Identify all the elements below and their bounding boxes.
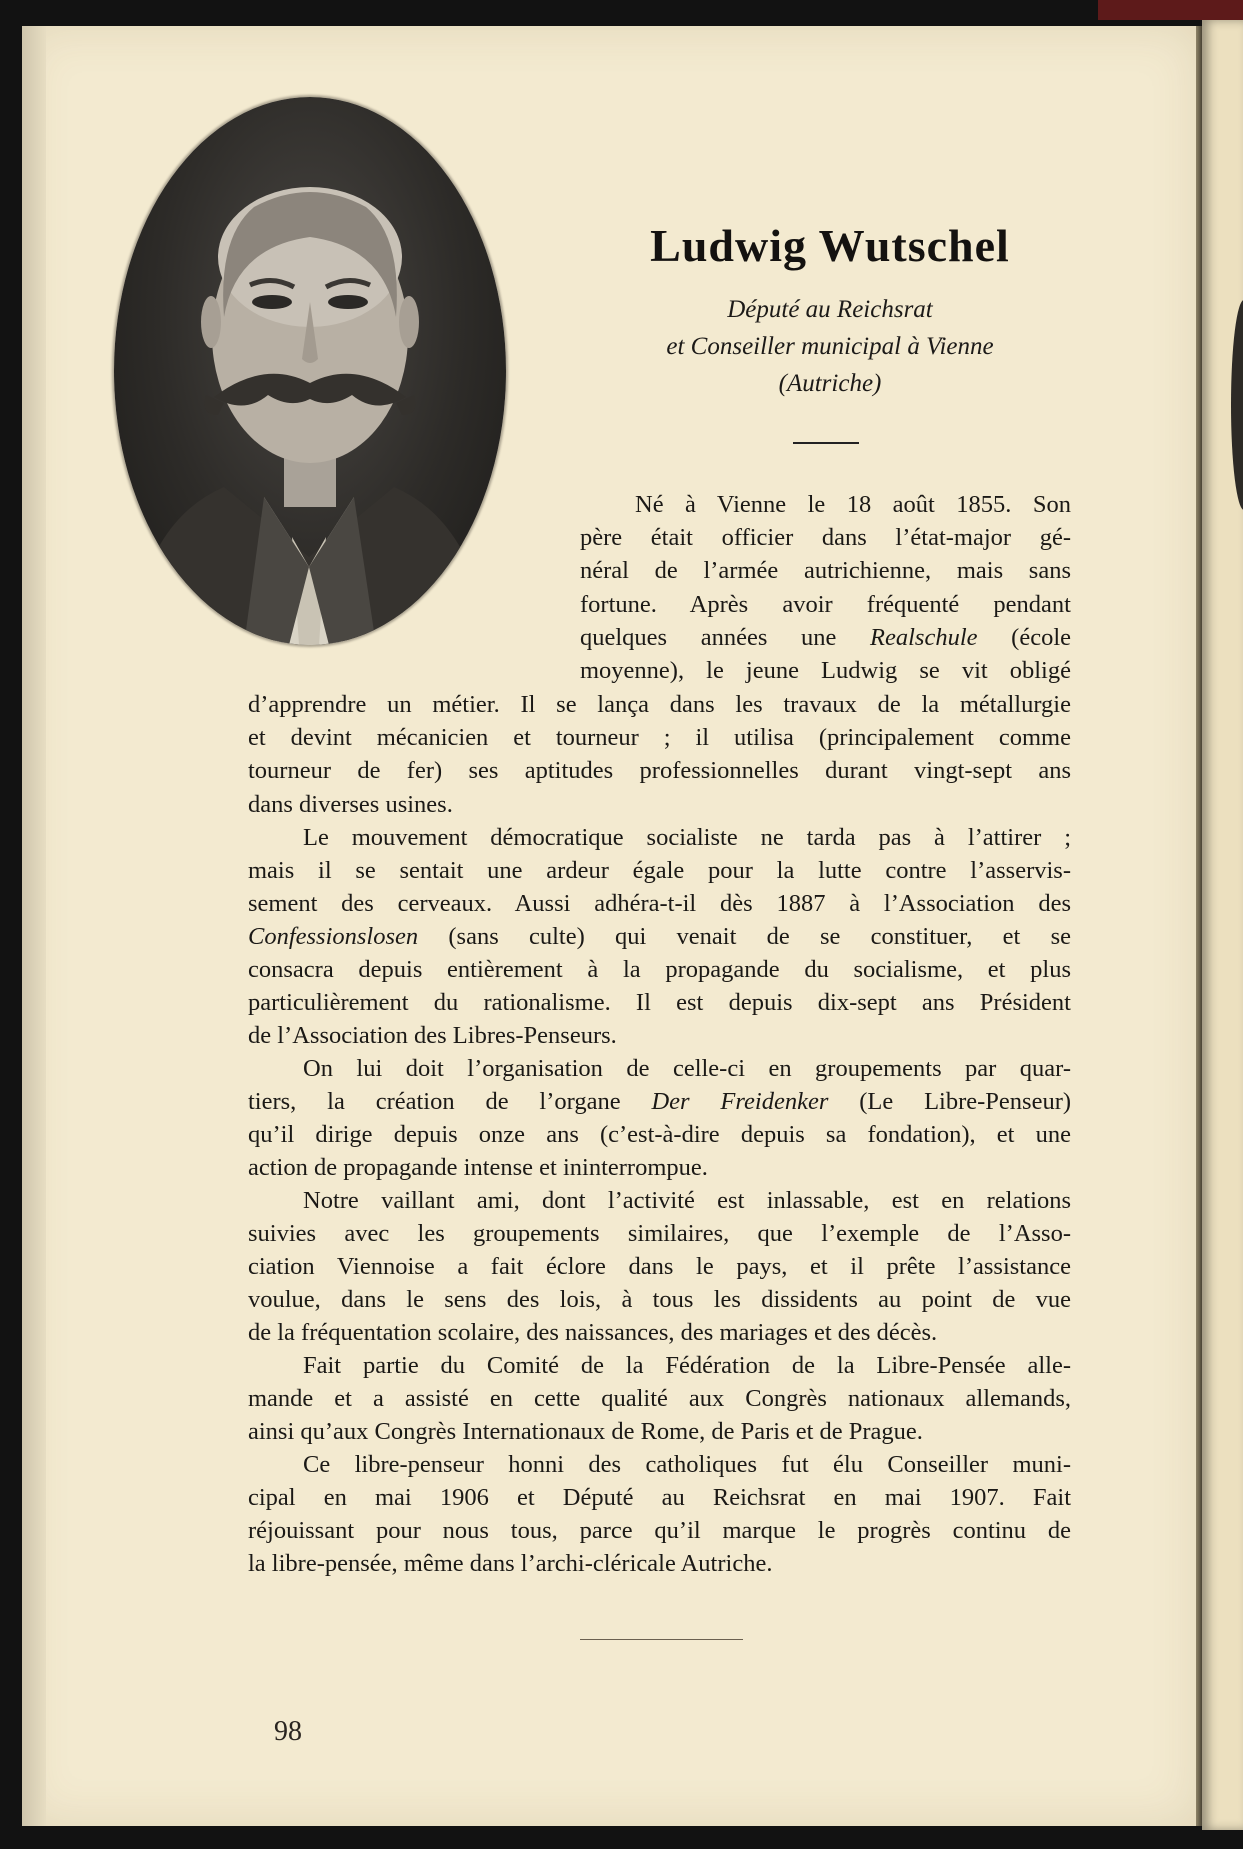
text-line: Fait partie du Comité de la Fédération de la Libre-Pensée alle-	[303, 1352, 1071, 1379]
text-line: moyenne), le jeune Ludwig se vit obligé	[580, 657, 1071, 684]
text-line	[248, 1085, 1071, 1119]
subtitle-line-3: (Autriche)	[778, 370, 882, 397]
text-line: dans diverses usines.	[248, 791, 453, 818]
text-line: père était officier dans l’état-major gé-	[580, 524, 1071, 551]
text-line: qu’il dirige depuis onze ans (c’est-à-dire depuis sa fondation), et une	[248, 1121, 1071, 1148]
text-line: voulue, dans le sens des lois, à tous les dissidents au point de vue	[248, 1286, 1071, 1313]
text-line: particulièrement du rationalisme. Il est depuis dix-sept ans Président	[248, 989, 1071, 1016]
subtitle-line-2: et Conseiller municipal à Vienne	[666, 333, 994, 360]
text-line: la libre-pensée, même dans l’archi-cléricale Autriche.	[248, 1550, 773, 1577]
text-line	[580, 621, 1071, 655]
page-title: Ludwig Wutschel	[650, 220, 1010, 271]
page-edge	[22, 26, 46, 1826]
text-line: réjouissant pour nous tous, parce qu’il marque le progrès continu de	[248, 1517, 1071, 1544]
text-span: tiers, la création de l’organe	[248, 1088, 652, 1115]
subtitle-line-1: Député au Reichsrat	[727, 296, 933, 323]
text-span: (sans culte) qui venait de se constituer, et se	[418, 923, 1071, 950]
text-line: cipal en mai 1906 et Député au Reichsrat en mai 1907. Fait	[248, 1484, 1071, 1511]
text-line: Né à Vienne le 18 août 1855. Son	[635, 491, 1071, 518]
text-span: (école	[977, 624, 1072, 651]
end-divider	[580, 1639, 743, 1640]
text-line	[248, 920, 1071, 954]
text-line: mais il se sentait une ardeur égale pour la lutte contre l’asservis-	[248, 857, 1071, 884]
text-line: et devint mécanicien et tourneur ; il utilisa (principalement comme	[248, 724, 1071, 751]
text-line: ainsi qu’aux Congrès Internationaux de Rome, de Paris et de Prague.	[248, 1418, 923, 1445]
text-span: quelques années une	[580, 624, 871, 651]
text-line: Le mouvement démocratique socialiste ne tarda pas à l’attirer ;	[303, 824, 1071, 851]
text-line: Notre vaillant ami, dont l’activité est inlassable, est en relations	[303, 1187, 1071, 1214]
text-line: sement des cerveaux. Aussi adhéra-t-il dès 1887 à l’Association des	[248, 890, 1071, 917]
text-line: d’apprendre un métier. Il se lança dans les travaux de la métallurgie	[248, 691, 1071, 718]
text-line: consacra depuis entièrement à la propagande du socialisme, et plus	[248, 956, 1071, 983]
italic-term: Realschule	[870, 624, 978, 651]
text-line: fortune. Après avoir fréquenté pendant	[580, 591, 1071, 618]
text-line: suivies avec les groupements similaires, que l’exemple de l’Asso-	[248, 1220, 1071, 1247]
page-number: 98	[274, 1716, 302, 1747]
text-line: mande et a assisté en cette qualité aux Congrès nationaux allemands,	[248, 1385, 1071, 1412]
text-span: (Le Libre-Penseur)	[828, 1088, 1072, 1115]
title-divider	[793, 442, 859, 444]
text-line: de l’Association des Libres-Penseurs.	[248, 1022, 617, 1049]
text-line: ciation Viennoise a fait éclore dans le pays, et il prête l’assistance	[248, 1253, 1071, 1280]
text-line: Ce libre-penseur honni des catholiques fut élu Conseiller muni-	[303, 1451, 1071, 1478]
text-line: de la fréquentation scolaire, des naissances, des mariages et des décès.	[248, 1319, 938, 1346]
binding-corner	[1098, 0, 1243, 20]
text-line: néral de l’armée autrichienne, mais sans	[580, 557, 1071, 584]
text-line: tourneur de fer) ses aptitudes professionnelles durant vingt-sept ans	[248, 757, 1071, 784]
portrait-drawing	[114, 97, 506, 645]
text-line: On lui doit l’organisation de celle-ci en groupements par quar-	[303, 1055, 1071, 1082]
italic-term: Confessionslosen	[248, 923, 419, 950]
italic-term: Der Freidenker	[651, 1088, 829, 1115]
facing-page-edge	[1202, 20, 1243, 1830]
text-line: action de propagande intense et ininterrompue.	[248, 1154, 708, 1181]
portrait-photo	[114, 97, 506, 645]
